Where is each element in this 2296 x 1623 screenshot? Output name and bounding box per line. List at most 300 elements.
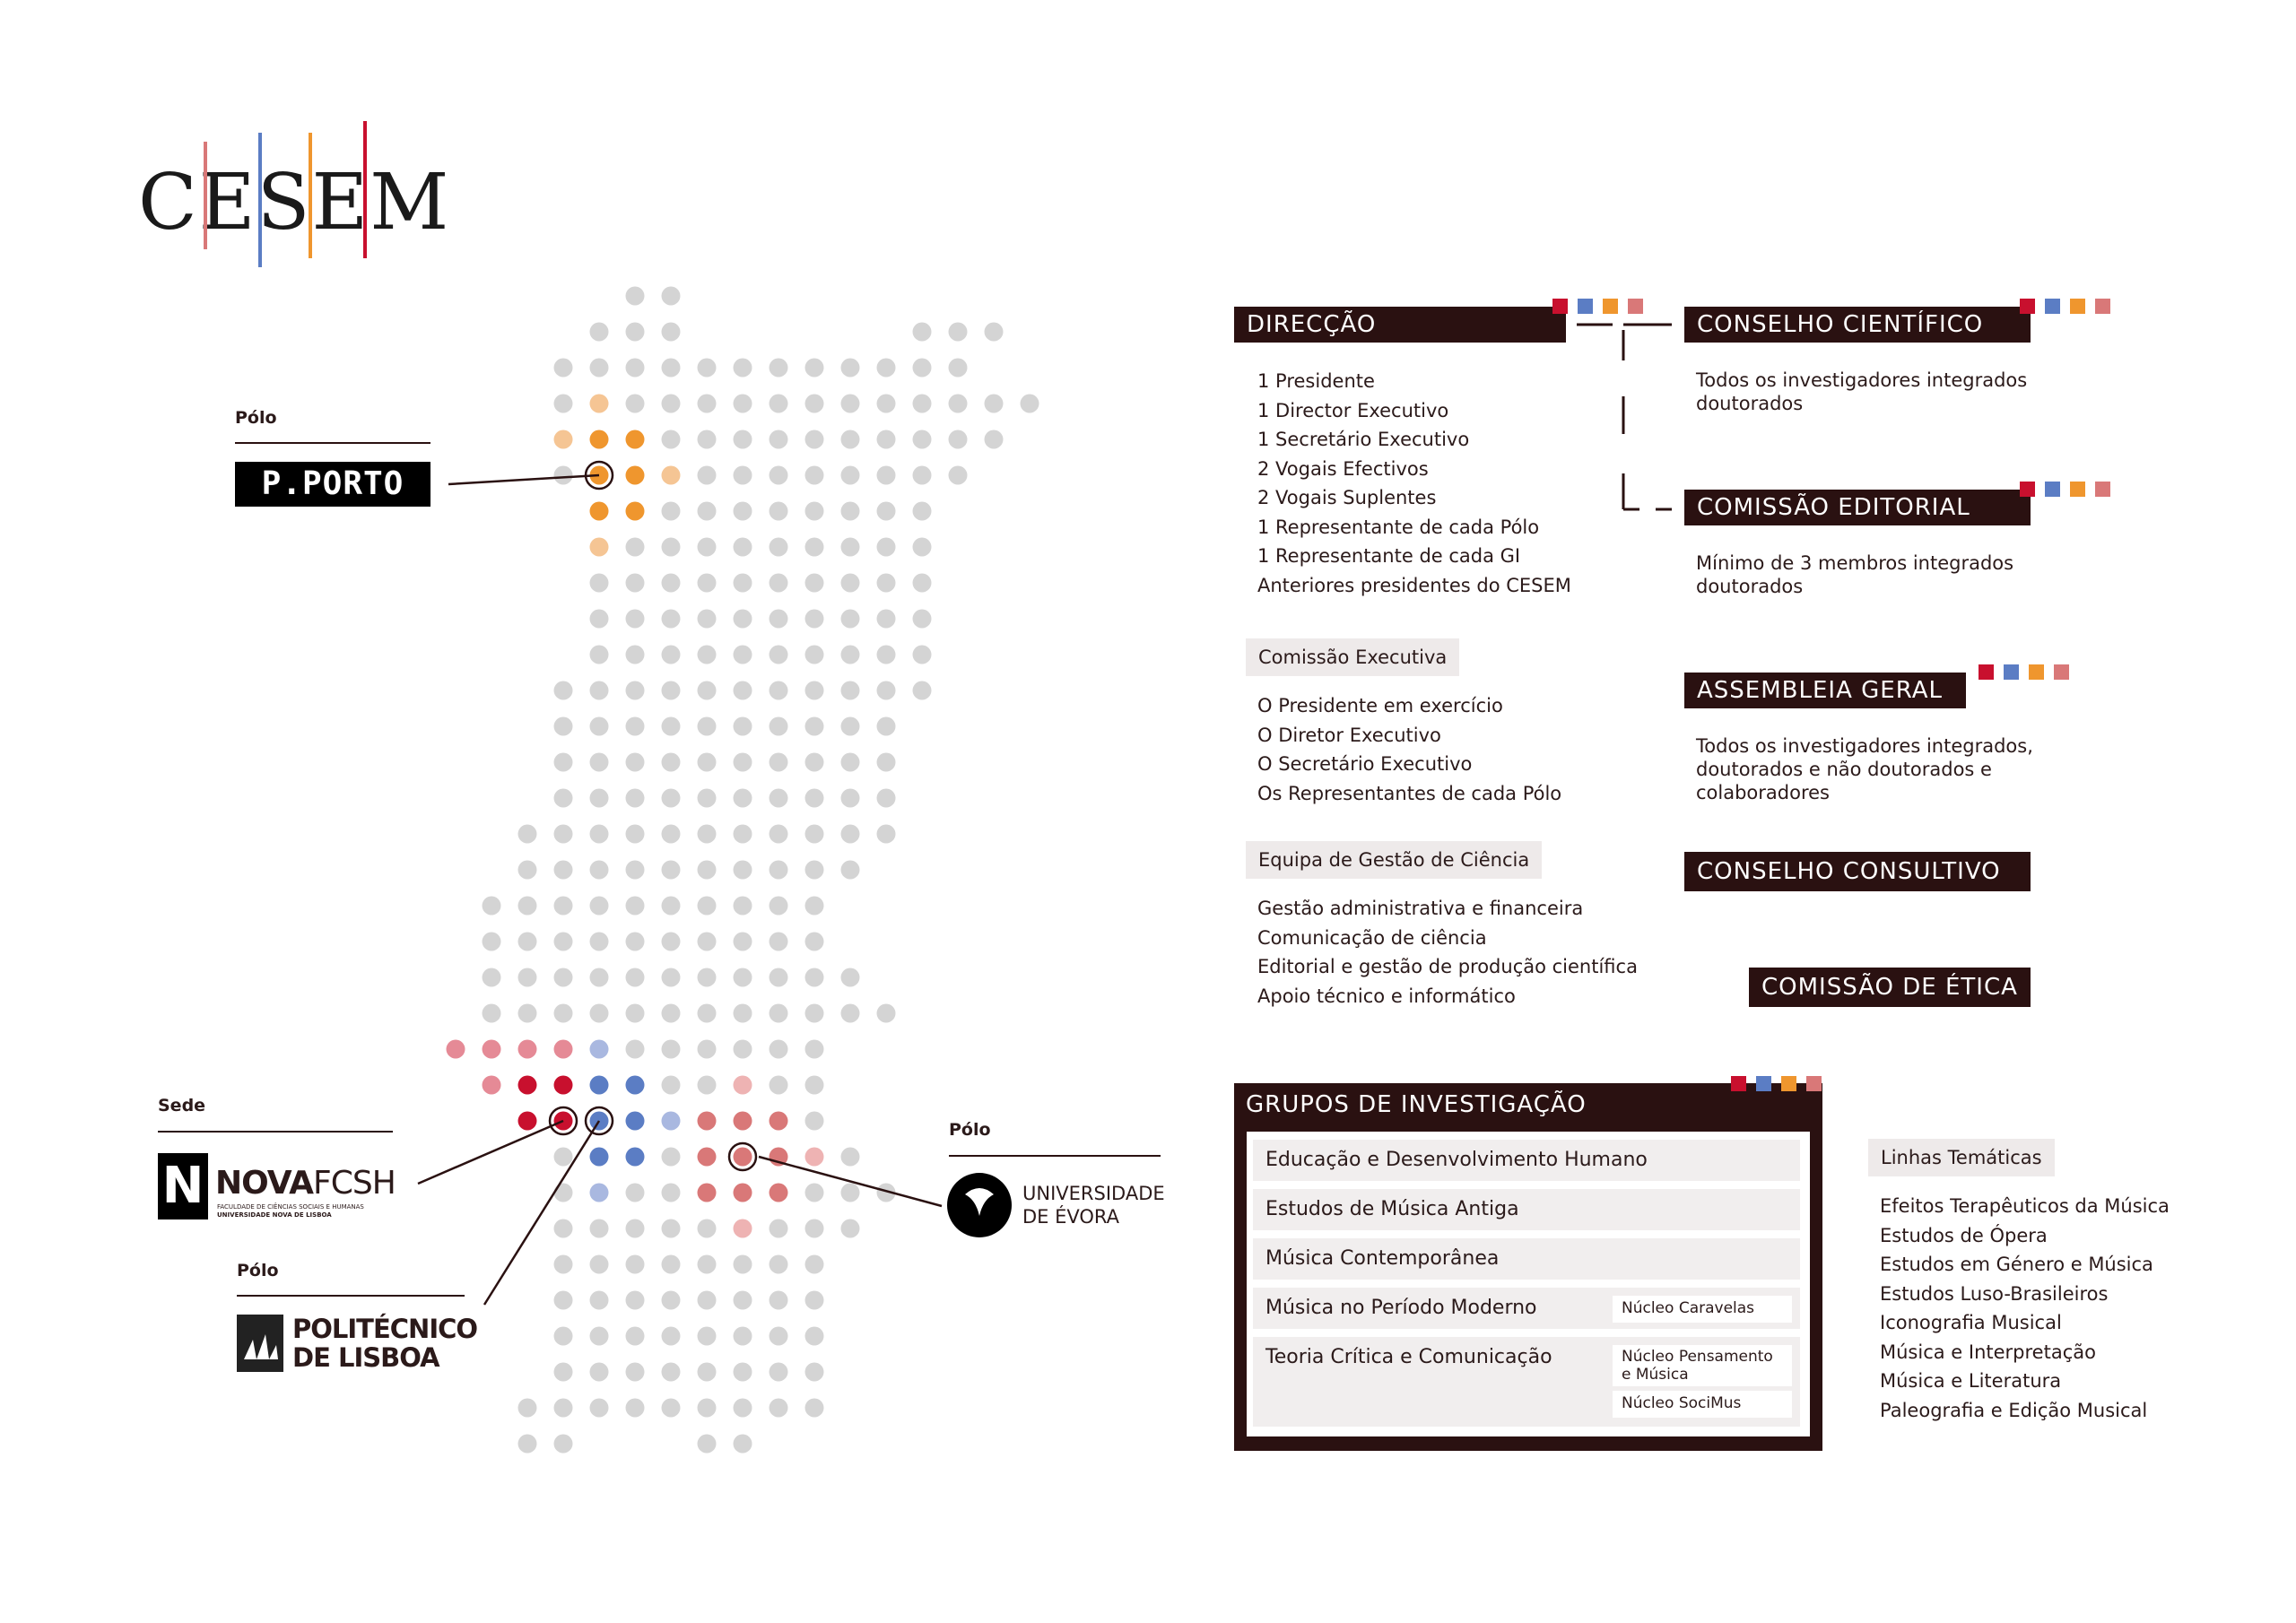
map-dot: [626, 287, 645, 306]
map-dot: [770, 574, 788, 593]
linha-item: Estudos em Género e Música: [1880, 1254, 2153, 1275]
polo-evora-rule: [949, 1155, 1161, 1157]
map-dot: [805, 933, 824, 951]
map-dot: [770, 753, 788, 772]
map-dot: [805, 753, 824, 772]
politecnico-line-2: DE LISBOA: [292, 1342, 439, 1373]
map-dot: [877, 610, 896, 629]
linha-item: Estudos de Ópera: [1880, 1224, 2048, 1246]
map-dot: [698, 753, 717, 772]
map-dot: [662, 1004, 681, 1023]
map-dot: [698, 717, 717, 736]
map-dot: [770, 1399, 788, 1418]
map-dot: [734, 681, 752, 700]
map-dot-highlight: [698, 1184, 717, 1202]
conselho-cientifico-header: CONSELHO CIENTÍFICO: [1684, 307, 2031, 343]
polo-porto-label: Pólo: [235, 408, 277, 428]
map-dot: [734, 538, 752, 557]
map-dot: [662, 610, 681, 629]
map-dot: [590, 1363, 609, 1382]
map-dot: [734, 1435, 752, 1454]
map-dot-highlight: [662, 1112, 681, 1131]
map-dot: [841, 717, 860, 736]
map-dot: [805, 1399, 824, 1418]
map-dot: [913, 681, 932, 700]
map-dot: [554, 1327, 573, 1346]
map-dot: [590, 861, 609, 880]
map-dot-highlight: [805, 1148, 824, 1167]
map-dot: [913, 430, 932, 449]
map-dot: [734, 825, 752, 844]
swatch-orange: [1603, 299, 1618, 314]
map-dot-highlight: [734, 1184, 752, 1202]
map-dot: [770, 1004, 788, 1023]
map-dot: [626, 395, 645, 413]
map-dot: [805, 1112, 824, 1131]
map-dot: [949, 466, 968, 485]
map-dot: [985, 395, 1004, 413]
executiva-item: Os Representantes de cada Pólo: [1257, 782, 1562, 804]
map-dot-highlight: [554, 430, 573, 449]
map-dot: [518, 1004, 537, 1023]
map-dot: [877, 717, 896, 736]
polo-lisboa-rule: [237, 1295, 465, 1297]
map-dot-highlight: [734, 1112, 752, 1131]
map-dot: [734, 753, 752, 772]
map-dot: [913, 323, 932, 342]
map-dot: [554, 466, 573, 485]
swatch-red: [1552, 299, 1568, 314]
direccao-item: 2 Vogais Suplentes: [1257, 487, 1437, 508]
map-dot: [877, 502, 896, 521]
map-dot: [877, 538, 896, 557]
map-dot: [877, 1004, 896, 1023]
map-dot: [662, 1327, 681, 1346]
map-dot: [554, 1255, 573, 1274]
map-dot: [698, 574, 717, 593]
map-dot: [518, 1399, 537, 1418]
map-dot: [949, 430, 968, 449]
comissao-executiva-header: Comissão Executiva: [1246, 638, 1459, 676]
map-dot: [518, 897, 537, 916]
swatch-blue: [2045, 482, 2060, 497]
map-dot-highlight: [734, 1148, 752, 1167]
map-dot: [626, 538, 645, 557]
map-dot: [949, 359, 968, 378]
grupo-row: Música no Período Moderno: [1253, 1288, 1800, 1329]
map-dot: [626, 610, 645, 629]
map-dot: [805, 359, 824, 378]
map-dot-highlight: [590, 1184, 609, 1202]
polo-lisboa-label: Pólo: [237, 1261, 279, 1280]
map-dot: [626, 1291, 645, 1310]
polo-evora-label: Pólo: [949, 1120, 991, 1140]
map-dot: [734, 1255, 752, 1274]
map-dot: [805, 897, 824, 916]
map-dot: [626, 753, 645, 772]
map-dot: [554, 968, 573, 987]
map-dot: [770, 359, 788, 378]
map-dot: [734, 610, 752, 629]
map-dot: [554, 1148, 573, 1167]
map-dot: [626, 574, 645, 593]
map-dot-highlight: [590, 1148, 609, 1167]
map-dot: [698, 1004, 717, 1023]
map-dot: [518, 861, 537, 880]
map-dot: [554, 1363, 573, 1382]
map-dot: [734, 1291, 752, 1310]
map-dot: [483, 1004, 501, 1023]
swatch-blue: [2004, 664, 2019, 680]
fcsh-text: FCSH: [313, 1165, 396, 1202]
desc-line: doutorados: [1696, 576, 1804, 597]
map-dot: [770, 968, 788, 987]
map-dot: [554, 1291, 573, 1310]
map-dot: [734, 430, 752, 449]
map-dot-highlight: [734, 1219, 752, 1238]
map-dot: [805, 646, 824, 664]
map-dot: [698, 1219, 717, 1238]
direccao-item: 1 Secretário Executivo: [1257, 429, 1470, 450]
map-dot: [662, 1363, 681, 1382]
map-dot: [805, 1255, 824, 1274]
map-dot: [590, 1291, 609, 1310]
grupo-row: Educação e Desenvolvimento Humano: [1253, 1140, 1800, 1181]
map-dot: [841, 681, 860, 700]
map-dot: [734, 717, 752, 736]
map-dot: [662, 1148, 681, 1167]
map-dot: [662, 287, 681, 306]
map-dot: [590, 1004, 609, 1023]
linha-item: Música e Interpretação: [1880, 1341, 2096, 1363]
desc-line: Todos os investigadores integrados,: [1696, 735, 2033, 757]
map-dot: [841, 1219, 860, 1238]
map-dot: [805, 1040, 824, 1059]
map-dot: [877, 466, 896, 485]
map-dot: [805, 861, 824, 880]
desc-line: colaboradores: [1696, 782, 1830, 803]
map-dot: [662, 753, 681, 772]
map-dot: [554, 861, 573, 880]
map-dot: [841, 502, 860, 521]
map-dot: [913, 538, 932, 557]
map-dot: [662, 1399, 681, 1418]
swatch-pink: [2095, 299, 2110, 314]
porto-logo: P.PORTO: [235, 462, 430, 507]
direccao-item: 1 Director Executivo: [1257, 399, 1449, 421]
map-dot: [770, 502, 788, 521]
map-dot: [770, 1040, 788, 1059]
map-dot-highlight: [626, 466, 645, 485]
map-dot: [698, 538, 717, 557]
map-dot-highlight: [626, 1148, 645, 1167]
map-dot: [1021, 395, 1039, 413]
map-dot-highlight: [662, 466, 681, 485]
politecnico-line-1: POLITÉCNICO: [292, 1314, 478, 1344]
map-dot: [805, 1327, 824, 1346]
map-dot: [913, 646, 932, 664]
swatch-blue: [1756, 1076, 1771, 1091]
map-dot: [877, 395, 896, 413]
swatch-red: [2020, 482, 2035, 497]
map-dot: [805, 968, 824, 987]
map-dot: [770, 861, 788, 880]
leader-line: [418, 1121, 563, 1184]
map-dot-highlight: [483, 1076, 501, 1095]
assembleia-geral-header: ASSEMBLEIA GERAL: [1684, 673, 1966, 708]
swatch-red: [1979, 664, 1994, 680]
map-dot-highlight: [554, 1040, 573, 1059]
map-dot: [770, 395, 788, 413]
map-dot: [770, 1255, 788, 1274]
map-dot: [662, 359, 681, 378]
map-dot: [554, 825, 573, 844]
map-dot: [841, 1004, 860, 1023]
map-dot: [518, 968, 537, 987]
map-dot-highlight: [554, 1076, 573, 1095]
map-dot: [913, 574, 932, 593]
map-dot: [590, 753, 609, 772]
linhas-tematicas-header: Linhas Temáticas: [1868, 1139, 2055, 1176]
nova-fcsh-logo: [158, 1151, 409, 1223]
map-dot: [877, 430, 896, 449]
map-dot: [877, 789, 896, 808]
swatch-red: [1731, 1076, 1746, 1091]
map-dot: [913, 359, 932, 378]
map-dot-highlight: [518, 1112, 537, 1131]
map-dot: [734, 1363, 752, 1382]
map-dot: [590, 897, 609, 916]
direccao-item: Anteriores presidentes do CESEM: [1257, 574, 1571, 596]
map-dot: [770, 430, 788, 449]
map-dot-highlight: [447, 1040, 465, 1059]
map-dot: [841, 395, 860, 413]
map-dot: [877, 646, 896, 664]
map-dot: [877, 681, 896, 700]
grupo-row: Teoria Crítica e Comunicação: [1253, 1337, 1800, 1427]
map-dot: [590, 789, 609, 808]
nova-n-icon: N: [158, 1153, 208, 1219]
map-dot: [662, 717, 681, 736]
nova-subtitle-1: FACULDADE DE CIÊNCIAS SOCIAIS E HUMANAS: [217, 1203, 364, 1211]
map-dot: [841, 359, 860, 378]
map-dot: [877, 359, 896, 378]
desc-line: doutorados e não doutorados e: [1696, 759, 1992, 780]
map-dot: [734, 466, 752, 485]
nova-subtitle-2: UNIVERSIDADE NOVA DE LISBOA: [217, 1211, 332, 1219]
map-dot: [770, 789, 788, 808]
evora-icon: [947, 1173, 1012, 1237]
comissao-etica-header: COMISSÃO DE ÉTICA: [1749, 968, 2031, 1007]
map-dot: [698, 502, 717, 521]
map-dot: [698, 1255, 717, 1274]
leader-line: [448, 475, 599, 484]
map-dot-highlight: [626, 1112, 645, 1131]
map-dot: [518, 825, 537, 844]
map-dot: [805, 789, 824, 808]
map-dot-highlight: [590, 395, 609, 413]
map-dot: [590, 610, 609, 629]
map-dot: [626, 933, 645, 951]
swatch-orange: [1781, 1076, 1796, 1091]
map-dot: [841, 861, 860, 880]
map-dot: [554, 1004, 573, 1023]
swatch-pink: [1806, 1076, 1822, 1091]
map-dot-highlight: [590, 502, 609, 521]
map-dot: [698, 681, 717, 700]
map-dot: [698, 825, 717, 844]
portugal-dot-map: [0, 0, 1184, 1480]
executiva-item: O Secretário Executivo: [1257, 753, 1473, 775]
map-dot: [949, 395, 968, 413]
map-dot: [734, 933, 752, 951]
map-dot-highlight: [770, 1184, 788, 1202]
map-dot: [698, 1040, 717, 1059]
politecnico-lisboa-logo: [237, 1313, 479, 1374]
map-dot: [770, 1363, 788, 1382]
map-dot: [662, 1184, 681, 1202]
map-dot: [662, 1255, 681, 1274]
map-dot: [734, 646, 752, 664]
map-dot: [770, 1327, 788, 1346]
map-dot: [913, 610, 932, 629]
map-dot: [662, 789, 681, 808]
map-dot: [662, 323, 681, 342]
map-dot: [626, 681, 645, 700]
map-dot: [554, 933, 573, 951]
map-dot: [698, 359, 717, 378]
map-dot: [590, 717, 609, 736]
map-dot: [662, 395, 681, 413]
map-dot-highlight: [590, 430, 609, 449]
map-dot: [985, 430, 1004, 449]
map-dot: [913, 466, 932, 485]
map-dot: [518, 933, 537, 951]
map-dot: [841, 825, 860, 844]
equipa-item: Comunicação de ciência: [1257, 926, 1487, 949]
map-dot: [698, 466, 717, 485]
map-dot: [698, 933, 717, 951]
comissao-editorial-desc: [1696, 551, 2013, 598]
direccao-header: DIRECÇÃO: [1234, 307, 1566, 343]
map-dot: [626, 646, 645, 664]
map-dot: [877, 574, 896, 593]
map-dot: [662, 574, 681, 593]
map-dot: [590, 646, 609, 664]
swatch-orange: [2029, 664, 2044, 680]
swatch-blue: [2045, 299, 2060, 314]
map-dot: [518, 1435, 537, 1454]
map-dot-highlight: [734, 1076, 752, 1095]
map-dot-highlight: [770, 1112, 788, 1131]
map-dot: [698, 1399, 717, 1418]
map-dot: [626, 1255, 645, 1274]
map-dot: [698, 968, 717, 987]
map-dot: [698, 861, 717, 880]
map-dot: [805, 395, 824, 413]
map-dot: [626, 1327, 645, 1346]
map-dot: [770, 610, 788, 629]
equipa-item: Editorial e gestão de produção científica: [1257, 956, 1638, 977]
map-dot: [805, 717, 824, 736]
map-dot: [662, 1040, 681, 1059]
map-dot: [805, 538, 824, 557]
map-dot: [734, 789, 752, 808]
map-dot: [841, 610, 860, 629]
map-dot: [698, 395, 717, 413]
swatch-orange: [2070, 299, 2085, 314]
linha-item: Iconografia Musical: [1880, 1312, 2062, 1333]
map-dot: [734, 359, 752, 378]
map-dot: [805, 1219, 824, 1238]
map-dot: [554, 681, 573, 700]
map-dot: [770, 1219, 788, 1238]
map-dot: [841, 430, 860, 449]
map-dot: [662, 1291, 681, 1310]
assembleia-geral-desc: [1696, 734, 2033, 804]
executiva-item: O Diretor Executivo: [1257, 724, 1441, 746]
map-dot: [698, 1291, 717, 1310]
linha-item: Efeitos Terapêuticos da Música: [1880, 1195, 2170, 1217]
map-dot: [734, 861, 752, 880]
map-dot: [734, 968, 752, 987]
map-dot: [626, 1040, 645, 1059]
equipa-gestao-header: Equipa de Gestão de Ciência: [1246, 841, 1542, 879]
grupo-row: Estudos de Música Antiga: [1253, 1189, 1800, 1230]
map-dot: [734, 1399, 752, 1418]
map-dot: [662, 538, 681, 557]
map-dot: [590, 1399, 609, 1418]
map-dot: [770, 646, 788, 664]
map-dot: [662, 646, 681, 664]
map-dot: [626, 1004, 645, 1023]
map-dot: [662, 825, 681, 844]
linhas-tematicas-list: [1880, 1192, 2170, 1425]
map-dot: [626, 1399, 645, 1418]
equipa-item: Gestão administrativa e financeira: [1257, 898, 1584, 919]
map-dot: [841, 789, 860, 808]
map-dot: [662, 1219, 681, 1238]
map-dot: [770, 1076, 788, 1095]
swatch-red: [2020, 299, 2035, 314]
map-dot: [662, 430, 681, 449]
equipa-gestao-list: [1257, 894, 1638, 1011]
map-dot: [770, 681, 788, 700]
map-dot: [734, 1327, 752, 1346]
map-dot: [805, 574, 824, 593]
swatch-pink: [1628, 299, 1643, 314]
map-dot: [590, 359, 609, 378]
conselho-cientifico-desc: [1696, 369, 2027, 415]
map-dot: [698, 1076, 717, 1095]
map-dot: [554, 395, 573, 413]
evora-line-2: DE ÉVORA: [1022, 1206, 1120, 1228]
map-dot: [841, 753, 860, 772]
map-dot: [841, 646, 860, 664]
map-dot: [590, 933, 609, 951]
desc-line: Mínimo de 3 membros integrados: [1696, 552, 2014, 574]
map-dot: [734, 1004, 752, 1023]
map-dot: [877, 753, 896, 772]
cesem-logo-letters: CESEM: [138, 158, 451, 247]
map-dot: [590, 681, 609, 700]
linha-item: Música e Literatura: [1880, 1370, 2062, 1392]
nucleo-socimus: Núcleo SociMus: [1613, 1391, 1792, 1418]
map-dot: [483, 933, 501, 951]
map-dot-highlight: [626, 1076, 645, 1095]
map-dot: [698, 1363, 717, 1382]
map-dot: [841, 538, 860, 557]
